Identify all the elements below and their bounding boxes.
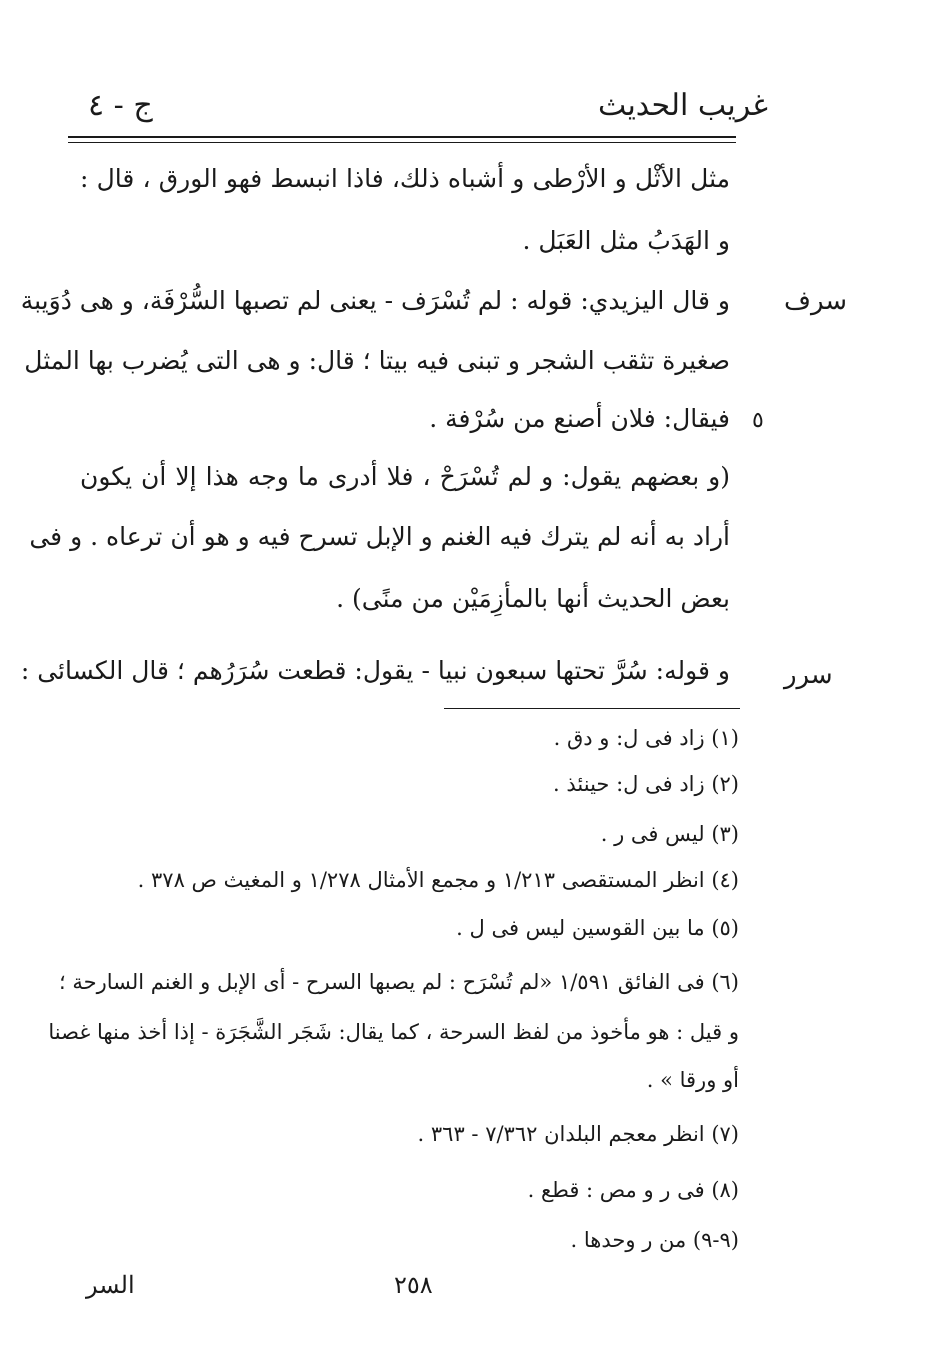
volume-number: ج - ٤	[88, 88, 153, 123]
page-number: ٢٥٨	[394, 1271, 433, 1299]
footer-section: السر	[86, 1271, 135, 1299]
footnote-4: (٤) انظر المستقصى ١/٢١٣ و مجمع الأمثال ١/٢٧٨ و المغيث ص ٣٧٨ .	[137, 868, 739, 892]
body-line-4: صغيرة تثقب الشجر و تبنى فيه بيتا ؛ قال: و هى التى يُضرب بها المثل	[24, 346, 730, 375]
footnote-1: (١) زاد فى ل: و دق .	[553, 726, 739, 750]
footnote-6-line-3: أو ورقا » .	[646, 1068, 739, 1092]
footnote-3: (٣) ليس فى ر .	[600, 822, 739, 846]
footnote-5: (٥) ما بين القوسين ليس فى ل .	[456, 916, 739, 940]
margin-entry-sarf: سرف	[784, 286, 848, 316]
body-line-6: (و بعضهم يقول: و لم تُسْرَحْ ، فلا أدرى ما وجه هذا إلا أن يكون	[80, 462, 730, 491]
running-title: غريب الحديث	[598, 88, 768, 123]
margin-entry-sarar: سرر	[784, 660, 833, 690]
line-number: ٥	[752, 408, 764, 433]
footnote-separator	[444, 708, 740, 709]
header-rule-bottom	[68, 142, 736, 143]
body-line-9: و قوله: سُرَّ تحتها سبعون نبيا - يقول: قطعت سُرَرُهم ؛ قال الكسائى :	[20, 656, 730, 685]
footnote-6-line-1: (٦) فى الفائق ١/٥٩١ «لم تُسْرَح : لم يصبها السرح - أى الإبل و الغنم السارحة ؛	[59, 970, 739, 994]
body-line-3: و قال اليزيدي: قوله : لم تُسْرَف - يعنى لم تصبها السُّرْفَة، و هى دُوَيبة	[20, 286, 730, 315]
body-line-2: و الهَدَبُ مثل العَبَل .	[522, 226, 730, 255]
footnote-9: (٩-٩) من ر وحدها .	[570, 1228, 739, 1252]
header-rule-top	[68, 136, 736, 138]
footnote-6-line-2: و قيل : هو مأخوذ من لفظ السرحة ، كما يقال: شَجَر الشَّجَرَة - إذا أخذ منها غصنا	[48, 1020, 739, 1044]
footnote-8: (٨) فى ر و مص : قطع .	[527, 1178, 739, 1202]
body-line-1: مثل الأثْل و الأرْطى و أشباه ذلك، فاذا انبسط فهو الورق ، قال :	[80, 164, 730, 193]
body-line-8: بعض الحديث أنها بالمأزِمَيْن من منًى) .	[336, 584, 730, 613]
footnote-2: (٢) زاد فى ل: حينئذ .	[553, 772, 739, 796]
body-line-7: أراد به أنه لم يترك فيه الغنم و الإبل تسرح فيه و هو أن ترعاه . و فى	[29, 522, 730, 551]
footnote-7: (٧) انظر معجم البلدان ٧/٣٦٢ - ٣٦٣ .	[417, 1122, 739, 1146]
body-line-5: فيقال: فلان أصنع من سُرْفة .	[429, 404, 730, 433]
